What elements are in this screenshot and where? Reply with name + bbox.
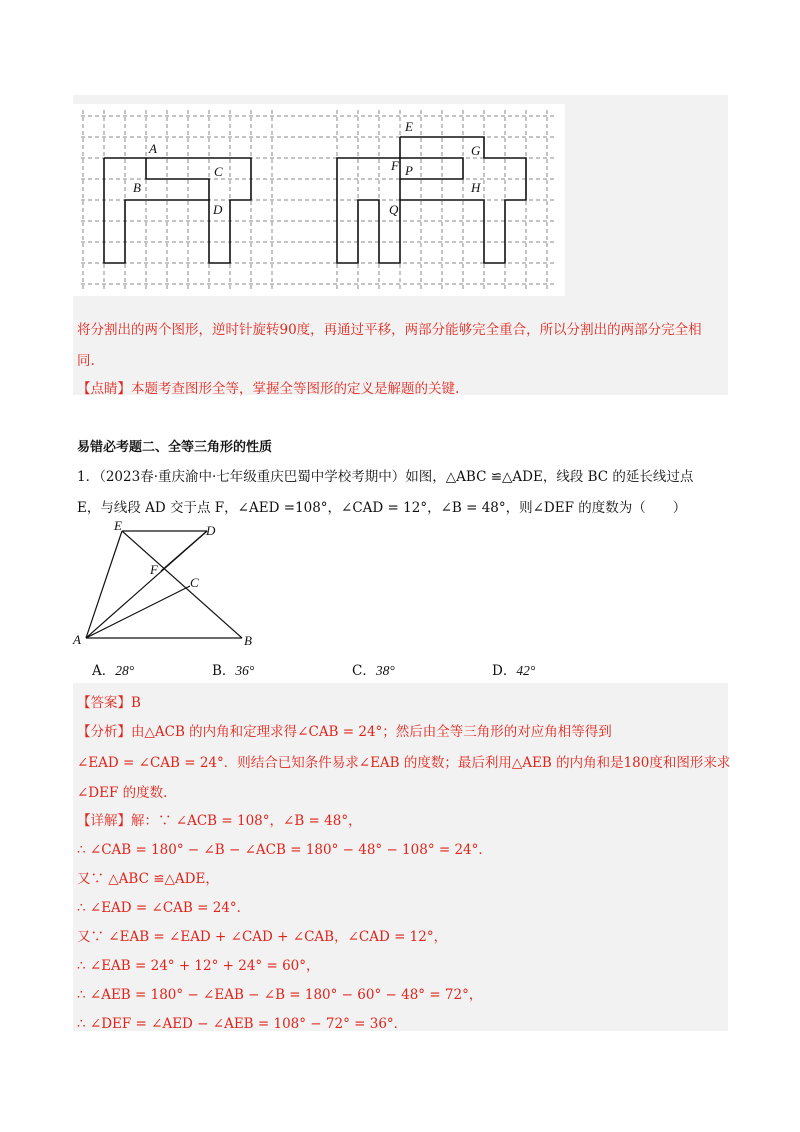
label-g: G	[471, 143, 481, 158]
label-a: A	[149, 141, 157, 156]
detail-line-7: ∴ ∠AEB = 180° − ∠EAB − ∠B = 180° − 60° − 48° = 72°，	[77, 987, 483, 1003]
detail-line-6: ∴ ∠EAB = 24° + 12° + 24° = 60°，	[77, 958, 320, 974]
tri-label-d: D	[206, 523, 216, 538]
detail-text-1: 解：∵ ∠ACB = 108°，∠B = 48°，	[131, 813, 362, 829]
question-line-2: E，与线段 AD 交于点 F，∠AED =108°，∠CAD = 12°，∠B = 48°，则∠DEF 的度数为（ ）	[77, 500, 687, 516]
answer-tag: 【答案】	[77, 695, 131, 711]
detail-tag: 【详解】	[77, 813, 131, 829]
tri-label-b: B	[244, 633, 252, 648]
answer-line	[77, 691, 141, 711]
analysis-line-1	[77, 720, 612, 740]
label-c: C	[214, 164, 223, 179]
detail-line-8: ∴ ∠DEF = ∠AED − ∠AEB = 108° − 72° = 36°．	[77, 1016, 408, 1032]
analysis-tag: 【分析】	[77, 724, 131, 740]
section-title: 易错必考题二、全等三角形的性质	[77, 440, 273, 455]
detail-line-1	[77, 809, 362, 829]
label-f: F	[391, 158, 399, 173]
tip-line	[77, 377, 459, 397]
option-b[interactable]: B．36°	[212, 663, 255, 679]
detail-line-2: ∴ ∠CAB = 180° − ∠B − ∠ACB = 180° − 48° − 108° = 24°．	[77, 842, 492, 858]
label-b: B	[133, 180, 141, 195]
tip-text: 本题考查图形全等，掌握全等图形的定义是解题的关键.	[131, 381, 460, 397]
answer-value: B	[131, 695, 141, 711]
grid-figure	[73, 104, 565, 296]
tri-label-a: A	[73, 632, 81, 647]
label-d: D	[213, 202, 223, 217]
tip-tag: 【点睛】	[77, 381, 131, 397]
question-line-1: 1．（2023春·重庆渝中·七年级重庆巴蜀中学校考期中）如图，△ABC ≌△ADE，线段 BC 的延长线过点	[77, 469, 694, 485]
option-c[interactable]: C．38°	[352, 663, 395, 679]
tri-label-c: C	[190, 575, 199, 590]
option-d[interactable]: D．42°	[492, 663, 536, 679]
tri-label-e: E	[114, 520, 122, 533]
segment-eb	[122, 531, 242, 638]
label-p: P	[405, 163, 413, 178]
detail-line-3: 又∵ △ABC ≌△ADE，	[77, 871, 219, 887]
detail-line-5: 又∵ ∠EAB = ∠EAD + ∠CAD + ∠CAB，∠CAD = 12°，	[77, 929, 448, 945]
triangle-figure	[70, 520, 270, 650]
segment-df	[161, 531, 207, 571]
analysis-text-1: 由△ACB 的内角和定理求得∠CAB = 24°；然后由全等三角形的对应角相等得到	[131, 724, 612, 740]
label-e: E	[405, 119, 413, 134]
option-a[interactable]: A．28°	[92, 663, 135, 679]
analysis-line-3: ∠DEF 的度数.	[77, 785, 168, 801]
prev-solution-line-2: 同.	[77, 353, 95, 369]
label-h: H	[471, 180, 481, 195]
segment-ac	[86, 586, 190, 638]
label-q: Q	[389, 202, 399, 217]
prev-solution-line-1: 将分割出的两个图形，逆时针旋转90度，再通过平移，两部分能够完全重合，所以分割出的两部分完全相	[77, 322, 702, 338]
analysis-line-2: ∠EAD = ∠CAB = 24°．则结合已知条件易求∠EAB 的度数；最后利用△AEB 的内角和是180度和图形来求	[77, 755, 731, 771]
tri-label-f: F	[150, 562, 158, 577]
detail-line-4: ∴ ∠EAD = ∠CAB = 24°．	[77, 900, 251, 916]
